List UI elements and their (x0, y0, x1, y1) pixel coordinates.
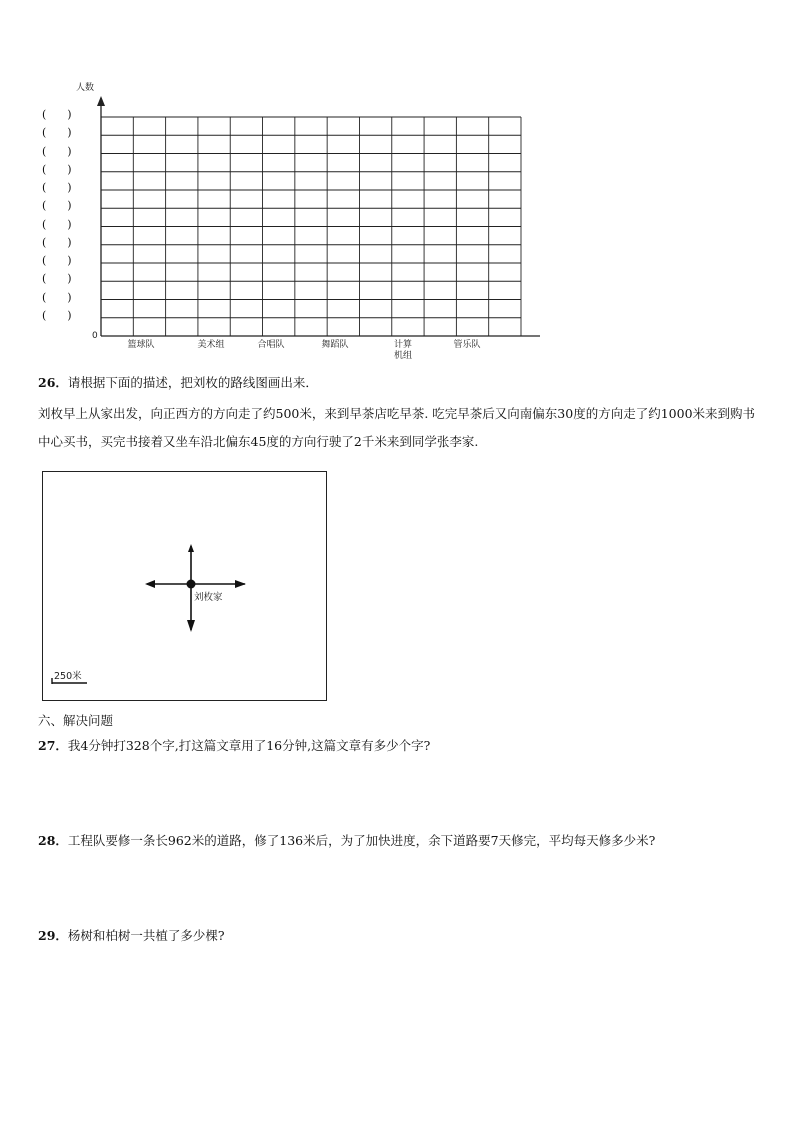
y-tick-blank[interactable]: ( ) (42, 290, 72, 304)
section-title: 六、解决问题 (38, 713, 114, 728)
question-text: 我4分钟打328个字,打这篇文章用了16分钟,这篇文章有多少个字? (67, 738, 431, 753)
chart-grid (0, 70, 560, 370)
compass-cross (43, 472, 326, 700)
y-tick-blank[interactable]: ( ) (42, 199, 72, 213)
grid-lines (101, 117, 521, 336)
west-arrow-icon (145, 580, 155, 588)
question-text: 工程队要修一条长962米的道路，修了136米后，为了加快进度，余下道路要7天修完，平均每天修多少米? (67, 833, 656, 848)
y-tick-blank[interactable]: ( ) (42, 217, 72, 231)
y-axis-label: 人数 (76, 83, 95, 93)
x-category-label: 合唱队 (257, 340, 285, 350)
scale-label: 250米 (54, 671, 82, 682)
question-28 (38, 832, 655, 850)
home-dot-icon (187, 580, 196, 589)
east-arrow-icon (235, 580, 246, 588)
home-label: 刘枚家 (194, 592, 223, 603)
question-27 (38, 737, 430, 755)
question-text: 请根据下面的描述，把刘枚的路线图画出来． (67, 375, 318, 390)
x-category-label: 舞蹈队 (321, 340, 349, 350)
y-tick-blank[interactable]: ( ) (42, 144, 72, 158)
y-tick-blank[interactable]: ( ) (42, 308, 72, 322)
question-number: 26． (38, 375, 68, 390)
x-category-label: 计算 机组 (393, 340, 412, 361)
question-number: 29． (38, 928, 68, 943)
question-29 (38, 927, 225, 945)
y-tick-blank[interactable]: ( ) (42, 126, 72, 140)
blank-bar-chart (0, 70, 560, 370)
origin-label: 0 (92, 331, 98, 341)
question-number: 27． (38, 738, 68, 753)
x-category-label: 篮球队 (127, 340, 155, 350)
y-axis-arrow (97, 96, 105, 106)
question-text: 杨树和柏树一共植了多少棵? (67, 928, 225, 943)
y-tick-blank[interactable]: ( ) (42, 272, 72, 286)
route-map-box (42, 471, 327, 701)
question-26-prompt (38, 374, 318, 392)
question-26-body: 刘枚早上从家出发，向正西方的方向走了约500米，来到早茶店吃早茶. 吃完早茶后又向南偏东30度的方向走了约1000米来到购书中心买书，买完书接着又坐车沿北偏东45度的方向行驶了2千米来到同学张李家. (38, 406, 756, 449)
y-tick-blank[interactable]: ( ) (42, 181, 72, 194)
question-number: 28． (38, 833, 68, 848)
y-tick-blank[interactable]: ( ) (42, 235, 72, 249)
south-arrow-icon (187, 620, 195, 632)
y-tick-blank[interactable]: ( ) (42, 162, 72, 176)
x-category-label: 管乐队 (453, 340, 481, 350)
north-arrow-icon (188, 544, 194, 552)
y-tick-blank[interactable]: ( ) (42, 108, 72, 121)
x-category-label: 美术组 (197, 340, 225, 350)
y-tick-blank[interactable]: ( ) (42, 254, 72, 267)
